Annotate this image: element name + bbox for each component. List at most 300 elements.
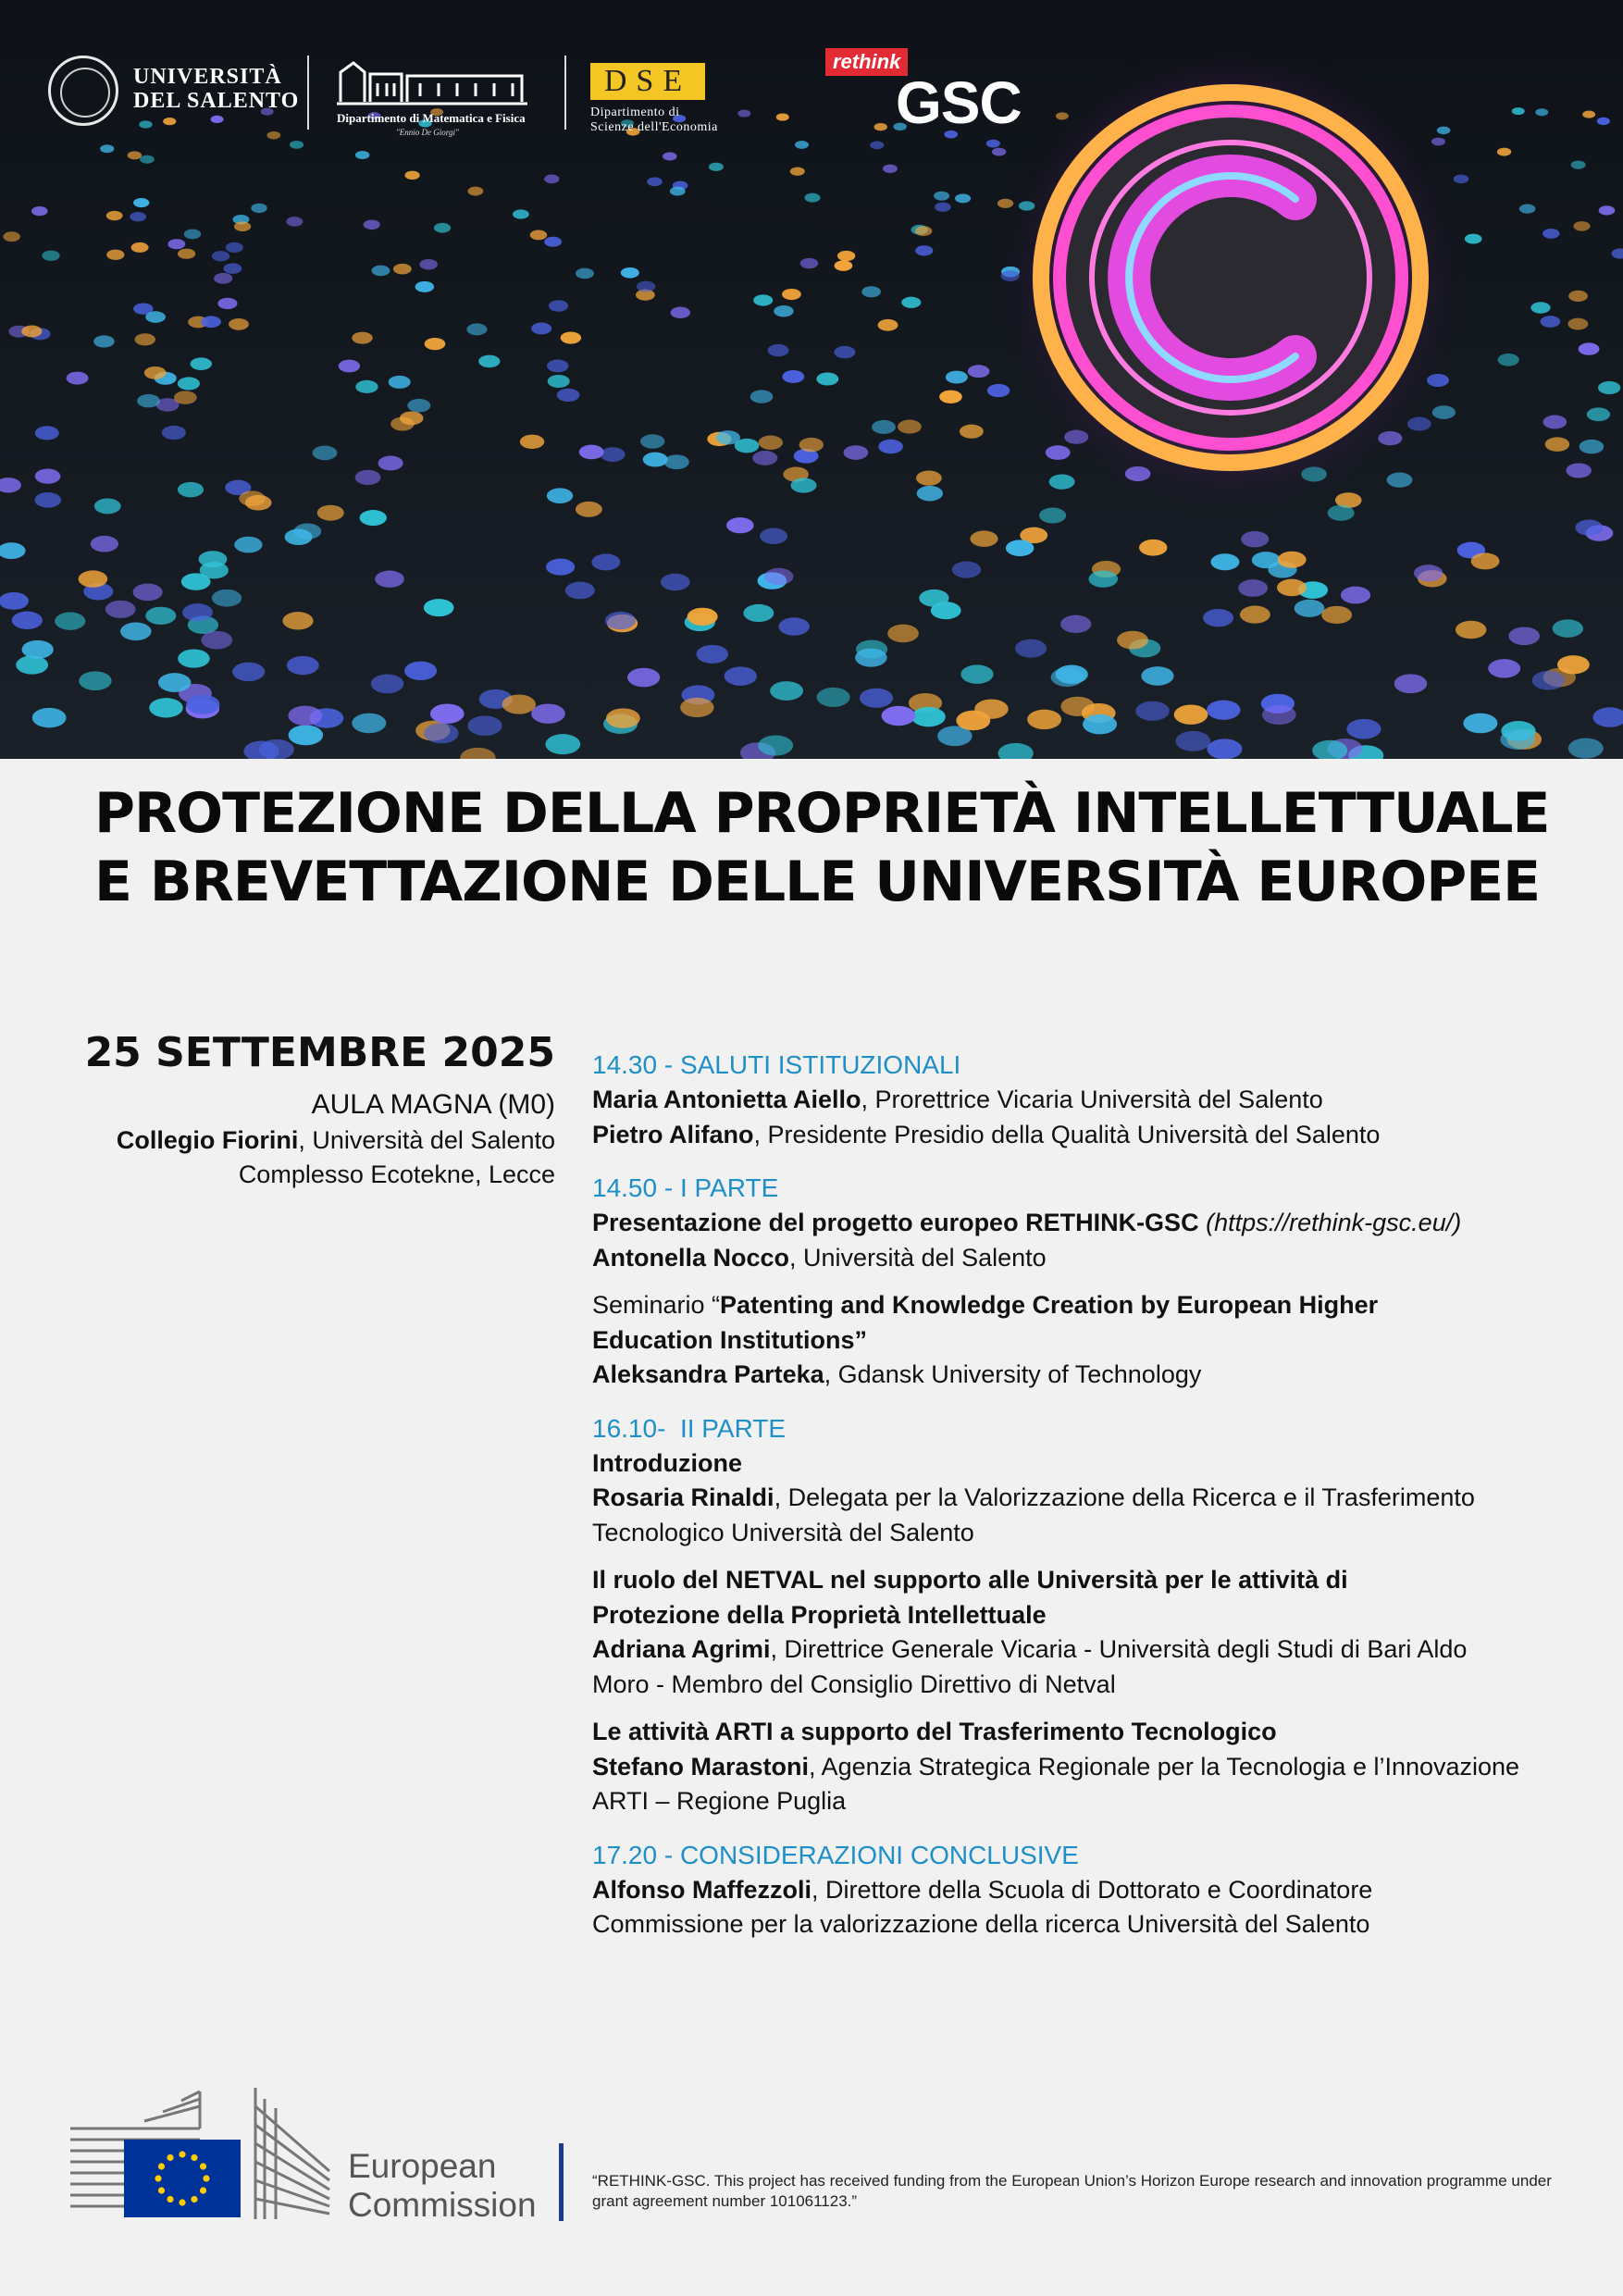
dse-mark: DSE <box>590 63 705 100</box>
decorative-dot <box>131 242 149 253</box>
decorative-dot <box>916 471 942 486</box>
decorative-dot <box>576 268 594 279</box>
decorative-dot <box>217 298 237 309</box>
decorative-dot <box>1568 738 1604 758</box>
decorative-dot <box>1535 108 1548 116</box>
place-institution: , Università del Salento <box>298 1126 555 1154</box>
speaker-role-cont: Commissione per la valorizzazione della ricerca Università del Salento <box>592 1910 1370 1938</box>
speaker-role: , Prorettrice Vicaria Università del Salento <box>861 1086 1323 1113</box>
decorative-dot <box>968 365 990 378</box>
eu-star-icon <box>203 2175 209 2181</box>
decorative-dot <box>882 706 916 726</box>
speaker-role-cont: Tecnologico Università del Salento <box>592 1518 974 1546</box>
decorative-dot <box>34 492 61 508</box>
dmf-logo <box>337 56 550 139</box>
eu-star-icon <box>158 2163 165 2169</box>
decorative-dot <box>404 171 419 180</box>
decorative-dot <box>378 456 403 471</box>
decorative-dot <box>752 451 777 465</box>
eu-star-icon <box>200 2187 206 2193</box>
decorative-dot <box>837 251 855 261</box>
speaker-line <box>592 1083 1573 1118</box>
decorative-dot <box>915 226 932 236</box>
decorative-dot <box>872 420 896 434</box>
decorative-dot <box>467 715 502 736</box>
decorative-dot <box>520 435 544 449</box>
decorative-dot <box>35 426 59 440</box>
decorative-dot <box>245 495 272 511</box>
decorative-dot <box>1051 667 1084 687</box>
decorative-dot <box>1203 609 1233 627</box>
program-slot <box>592 1171 1573 1393</box>
slot-time: 14.30 - SALUTI ISTITUZIONALI <box>592 1050 961 1079</box>
decorative-dot <box>424 599 454 616</box>
decorative-dot <box>174 391 197 403</box>
decorative-dot <box>128 151 142 159</box>
european-commission-logo <box>70 2088 339 2219</box>
decorative-dot <box>952 562 981 578</box>
decorative-dot <box>1174 704 1208 724</box>
decorative-dot <box>214 273 232 284</box>
decorative-dot <box>561 331 581 343</box>
decorative-dot <box>1530 302 1550 313</box>
decorative-dot <box>605 612 636 629</box>
decorative-dot <box>970 530 997 547</box>
decorative-dot <box>352 332 372 344</box>
decorative-dot <box>1437 127 1451 134</box>
decorative-dot <box>182 603 213 621</box>
decorative-dot <box>55 613 85 630</box>
decorative-dot <box>1553 619 1583 638</box>
eu-star-icon <box>155 2175 161 2181</box>
decorative-dot <box>800 258 819 268</box>
decorative-dot <box>1519 204 1536 213</box>
decorative-dot <box>134 333 155 345</box>
decorative-dot <box>1207 701 1241 720</box>
decorative-dot <box>158 673 192 692</box>
decorative-dot <box>1262 705 1296 725</box>
decorative-dot <box>415 281 434 292</box>
decorative-dot <box>288 706 322 726</box>
speaker-line <box>592 1118 1573 1153</box>
decorative-dot <box>834 346 855 358</box>
eu-star-icon <box>167 2196 173 2203</box>
decorative-dot <box>547 488 573 503</box>
decorative-dot <box>201 631 232 650</box>
decorative-dot <box>576 502 602 517</box>
decorative-dot <box>760 528 787 544</box>
decorative-dot <box>1394 674 1428 693</box>
decorative-dot <box>671 307 690 319</box>
decorative-dot <box>226 242 243 253</box>
decorative-dot <box>758 735 793 755</box>
decorative-dot <box>1210 553 1239 570</box>
speaker-role: , Agenzia Strategica Regionale per la Tecnologia e l’Innovazione <box>809 1752 1520 1781</box>
decorative-dot <box>1582 111 1595 118</box>
dse-name-line2: Scienze dell'Economia <box>590 120 718 134</box>
dmf-building-icon <box>337 56 531 107</box>
decorative-dot <box>1139 540 1167 556</box>
decorative-dot <box>1039 508 1066 524</box>
decorative-dot <box>878 319 898 331</box>
decorative-dot <box>544 237 562 247</box>
decorative-dot <box>816 373 838 386</box>
decorative-dot <box>42 251 59 261</box>
decorative-dot <box>389 376 411 389</box>
place-name: Collegio Fiorini <box>116 1126 299 1154</box>
decorative-dot <box>355 380 378 393</box>
program-slot <box>592 1048 1573 1152</box>
decorative-dot <box>1117 631 1148 650</box>
decorative-dot <box>178 482 204 497</box>
decorative-dot <box>726 517 754 533</box>
decorative-dot <box>1575 520 1603 536</box>
decorative-dot <box>393 264 412 275</box>
event-title-line1: PROTEZIONE DELLA PROPRIETÀ INTELLETTUALE <box>94 781 1550 846</box>
decorative-dot <box>804 193 820 203</box>
decorative-dot <box>1238 579 1268 597</box>
eu-star-icon <box>158 2187 165 2193</box>
decorative-dot <box>120 622 152 640</box>
decorative-dot <box>12 612 43 629</box>
ec-name-line1: European <box>348 2147 497 2185</box>
talk-title: Seminario “Patenting and Knowledge Creation by European Higher <box>592 1291 1379 1319</box>
decorative-dot <box>640 434 664 448</box>
decorative-dot <box>1540 316 1560 328</box>
slot-time: 16.10- II PARTE <box>592 1413 787 1443</box>
decorative-dot <box>1141 666 1173 686</box>
unisalento-name-line2: DEL SALENTO <box>133 89 300 113</box>
decorative-dot <box>680 698 713 717</box>
decorative-dot <box>32 708 67 727</box>
decorative-dot <box>133 198 149 207</box>
decorative-dot <box>1532 671 1565 690</box>
speaker-line <box>592 1481 1573 1516</box>
speaker-line <box>592 1873 1573 1908</box>
decorative-dot <box>1049 475 1075 490</box>
decorative-dot <box>1498 354 1519 366</box>
decorative-dot <box>407 399 430 413</box>
talk-title: Introduzione <box>592 1448 742 1477</box>
decorative-dot <box>105 601 136 618</box>
program-slot <box>592 1838 1573 1942</box>
program <box>592 1048 1573 1942</box>
event-address: Complesso Ecotekne, Lecce <box>238 1160 555 1188</box>
decorative-dot <box>887 625 919 643</box>
event-title-line2: E BREVETTAZIONE DELLE UNIVERSITÀ EUROPEE <box>94 850 1541 914</box>
speaker-role: , Gdansk University of Technology <box>824 1360 1202 1388</box>
decorative-dot <box>1500 729 1535 750</box>
decorative-dot <box>1579 342 1600 354</box>
decorative-dot <box>467 187 483 196</box>
eu-star-icon <box>191 2196 197 2203</box>
decorative-dot <box>1557 655 1590 674</box>
decorative-dot <box>688 608 718 626</box>
decorative-dot <box>670 187 686 196</box>
decorative-dot <box>31 206 48 216</box>
decorative-dot <box>371 675 404 694</box>
decorative-dot <box>93 335 115 347</box>
decorative-dot <box>861 286 881 297</box>
decorative-dot <box>232 663 265 681</box>
decorative-dot <box>790 167 805 175</box>
decorative-dot <box>1341 587 1370 604</box>
dmf-name: Dipartimento di Matematica e Fisica <box>337 111 526 125</box>
decorative-dot <box>106 250 124 260</box>
decorative-dot <box>282 612 313 629</box>
decorative-dot <box>478 355 500 368</box>
event-title <box>94 779 1556 916</box>
decorative-dot <box>1006 540 1034 556</box>
decorative-dot <box>79 570 108 587</box>
decorative-dot <box>1295 600 1325 617</box>
decorative-dot <box>289 725 324 745</box>
decorative-dot <box>212 251 229 261</box>
decorative-dot <box>1488 659 1520 677</box>
decorative-dot <box>466 323 487 335</box>
talk-title-cont: Education Institutions” <box>592 1325 867 1354</box>
decorative-dot <box>1454 175 1468 184</box>
decorative-dot <box>753 294 773 305</box>
footer-divider <box>559 2143 564 2221</box>
speaker-name: Pietro Alifano <box>592 1120 754 1148</box>
decorative-dot <box>199 551 228 567</box>
decorative-dot <box>94 499 121 515</box>
decorative-dot <box>795 141 809 149</box>
decorative-dot <box>1597 118 1610 125</box>
decorative-dot <box>1414 565 1443 581</box>
decorative-dot <box>643 453 668 467</box>
decorative-dot <box>16 655 48 674</box>
decorative-dot <box>364 219 380 230</box>
decorative-dot <box>375 570 404 587</box>
decorative-dot <box>547 360 568 373</box>
speaker-line <box>592 1358 1573 1393</box>
speaker-name: Stefano Marastoni <box>592 1752 810 1781</box>
speaker-role-cont: ARTI – Regione Puglia <box>592 1787 847 1815</box>
decorative-dot <box>339 360 360 373</box>
unisalento-seal-icon <box>48 56 118 126</box>
decorative-dot <box>22 640 54 659</box>
decorative-dot <box>774 305 793 316</box>
logo-divider <box>307 56 309 130</box>
decorative-dot <box>601 447 626 462</box>
decorative-dot <box>778 617 809 635</box>
decorative-dot <box>186 695 219 714</box>
speaker-name: Antonella Nocco <box>592 1243 790 1272</box>
decorative-dot <box>1571 160 1586 168</box>
decorative-dot <box>1089 570 1119 587</box>
decorative-dot <box>709 163 724 171</box>
decorative-dot <box>1542 229 1559 239</box>
decorative-dot <box>137 394 160 407</box>
decorative-dot <box>1241 531 1269 548</box>
dse-logo <box>590 63 794 137</box>
decorative-dot <box>1328 505 1355 521</box>
speaker-name: Rosaria Rinaldi <box>592 1483 774 1511</box>
speaker-line <box>592 1632 1573 1668</box>
decorative-dot <box>898 420 922 434</box>
decorative-dot <box>1015 639 1047 658</box>
decorative-dot <box>1321 606 1352 624</box>
decorative-dot <box>419 259 438 269</box>
decorative-dot <box>251 204 266 213</box>
project-link[interactable]: (https://rethink-gsc.eu/) <box>1206 1209 1462 1236</box>
decorative-dot <box>1497 148 1511 156</box>
dmf-subtitle: "Ennio De Giorgi" <box>396 128 459 137</box>
decorative-dot <box>1387 473 1413 488</box>
eu-star-icon <box>179 2199 185 2205</box>
event-venue: AULA MAGNA (M0) <box>311 1089 555 1120</box>
decorative-dot <box>960 664 993 684</box>
decorative-dot <box>759 436 783 450</box>
rethink-tag: rethink <box>825 48 908 76</box>
speaker-line <box>592 1241 1573 1276</box>
decorative-dot <box>1545 437 1569 451</box>
decorative-dot <box>637 281 655 292</box>
decorative-dot <box>390 417 415 431</box>
decorative-dot <box>313 446 338 461</box>
decorative-dot <box>915 245 933 255</box>
decorative-dot <box>549 300 568 311</box>
speaker-role: , Direttrice Generale Vicaria - Università degli Studi di Bari Aldo <box>770 1635 1468 1663</box>
decorative-dot <box>591 553 620 570</box>
decorative-dot <box>1512 107 1525 115</box>
talk-title: Presentazione del progetto europeo RETHINK-GSC (https://rethink-gsc.eu/) <box>592 1209 1462 1236</box>
decorative-dot <box>3 231 20 242</box>
funding-disclaimer: “RETHINK-GSC. This project has received funding from the European Union’s Horizon Europe research and innovation programme under grant agreement number 101061123.” <box>592 2172 1552 2210</box>
decorative-dot <box>579 445 604 460</box>
decorative-dot <box>430 703 465 723</box>
decorative-dot <box>835 260 853 270</box>
decorative-dot <box>768 344 789 356</box>
event-place <box>56 1123 555 1158</box>
decorative-dot <box>229 318 249 330</box>
decorative-dot <box>647 178 662 187</box>
decorative-dot <box>100 144 114 153</box>
decorative-dot <box>919 590 948 607</box>
decorative-dot <box>1543 416 1567 429</box>
decorative-dot <box>1027 710 1061 730</box>
decorative-dot <box>917 486 943 502</box>
decorative-dot <box>290 141 304 149</box>
decorative-dot <box>697 645 728 664</box>
decorative-dot <box>764 568 793 585</box>
decorative-dot <box>545 734 580 754</box>
decorative-dot <box>1060 615 1091 633</box>
decorative-dot <box>664 454 689 469</box>
speaker-role-cont: Moro - Membro del Consiglio Direttivo di Netval <box>592 1669 1116 1698</box>
decorative-dot <box>1252 552 1281 568</box>
decorative-dot <box>162 426 186 440</box>
decorative-dot <box>770 681 803 701</box>
decorative-dot <box>1580 440 1604 453</box>
decorative-dot <box>424 723 458 743</box>
decorative-dot <box>606 708 640 728</box>
speaker-name: Alfonso Maffezzoli <box>592 1875 812 1904</box>
speaker-role: , Università del Salento <box>789 1243 1047 1272</box>
decorative-dot <box>1207 738 1242 759</box>
unisalento-name-line1: UNIVERSITÀ <box>133 65 282 89</box>
decorative-dot <box>184 230 201 240</box>
decorative-dot <box>1175 731 1210 751</box>
decorative-dot <box>1083 714 1117 735</box>
decorative-dot <box>79 671 111 690</box>
decorative-dot <box>106 211 123 220</box>
program-slot <box>592 1411 1573 1819</box>
decorative-dot <box>817 688 850 707</box>
decorative-dot <box>1599 205 1616 215</box>
decorative-dot <box>661 574 690 590</box>
decorative-dot <box>1566 463 1591 478</box>
speaker-name: Aleksandra Parteka <box>592 1360 824 1388</box>
decorative-dot <box>716 430 740 444</box>
decorative-dot <box>1573 221 1590 231</box>
decorative-dot <box>178 377 200 390</box>
decorative-dot <box>425 338 446 350</box>
speaker-role: , Direttore della Scuola di Dottorato e Coordinatore <box>812 1875 1373 1904</box>
speaker-name: Maria Antonietta Aiello <box>592 1086 861 1113</box>
decorative-dot <box>860 689 893 708</box>
decorative-dot <box>557 389 580 402</box>
decorative-dot <box>1587 407 1610 421</box>
decorative-dot <box>1463 714 1497 734</box>
slot-time: 14.50 - I PARTE <box>592 1173 779 1202</box>
decorative-dot <box>901 297 921 308</box>
decorative-dot <box>212 590 242 607</box>
decorative-dot <box>750 390 774 403</box>
unisalento-logo <box>48 56 307 139</box>
decorative-dot <box>878 440 903 453</box>
rethink-gsc-logo <box>825 48 1047 150</box>
decorative-dot <box>352 714 386 734</box>
decorative-dot <box>544 175 559 184</box>
decorative-dot <box>531 322 551 334</box>
decorative-dot <box>178 249 195 259</box>
decorative-dot <box>287 656 319 675</box>
decorative-dot <box>782 370 804 383</box>
dse-name-line1: Dipartimento di <box>590 105 680 119</box>
decorative-dot <box>178 650 210 668</box>
decorative-dot <box>1277 579 1307 597</box>
decorative-dot <box>1240 606 1270 624</box>
decorative-dot <box>790 478 816 492</box>
decorative-dot <box>546 559 575 576</box>
decorative-dot <box>145 311 166 323</box>
decorative-dot <box>955 193 971 203</box>
talk-title-cont: Protezione della Proprietà Intellettuale <box>592 1600 1047 1629</box>
eu-star-icon <box>179 2151 185 2157</box>
decorative-dot <box>1431 138 1445 146</box>
decorative-dot <box>565 582 595 600</box>
decorative-dot <box>91 536 118 552</box>
decorative-dot <box>21 326 42 338</box>
decorative-dot <box>317 505 344 521</box>
decorative-dot <box>956 711 990 731</box>
decorative-dot <box>286 217 303 227</box>
decorative-dot <box>144 366 167 379</box>
decorative-dot <box>355 470 381 485</box>
decorative-dot <box>130 212 146 221</box>
decorative-dot <box>1135 701 1170 721</box>
ec-name <box>348 2147 537 2225</box>
decorative-dot <box>531 703 565 723</box>
decorative-dot <box>234 537 262 553</box>
decorative-dot <box>743 604 774 622</box>
decorative-dot <box>35 469 61 484</box>
decorative-dot <box>181 573 211 590</box>
decorative-dot <box>799 438 824 452</box>
